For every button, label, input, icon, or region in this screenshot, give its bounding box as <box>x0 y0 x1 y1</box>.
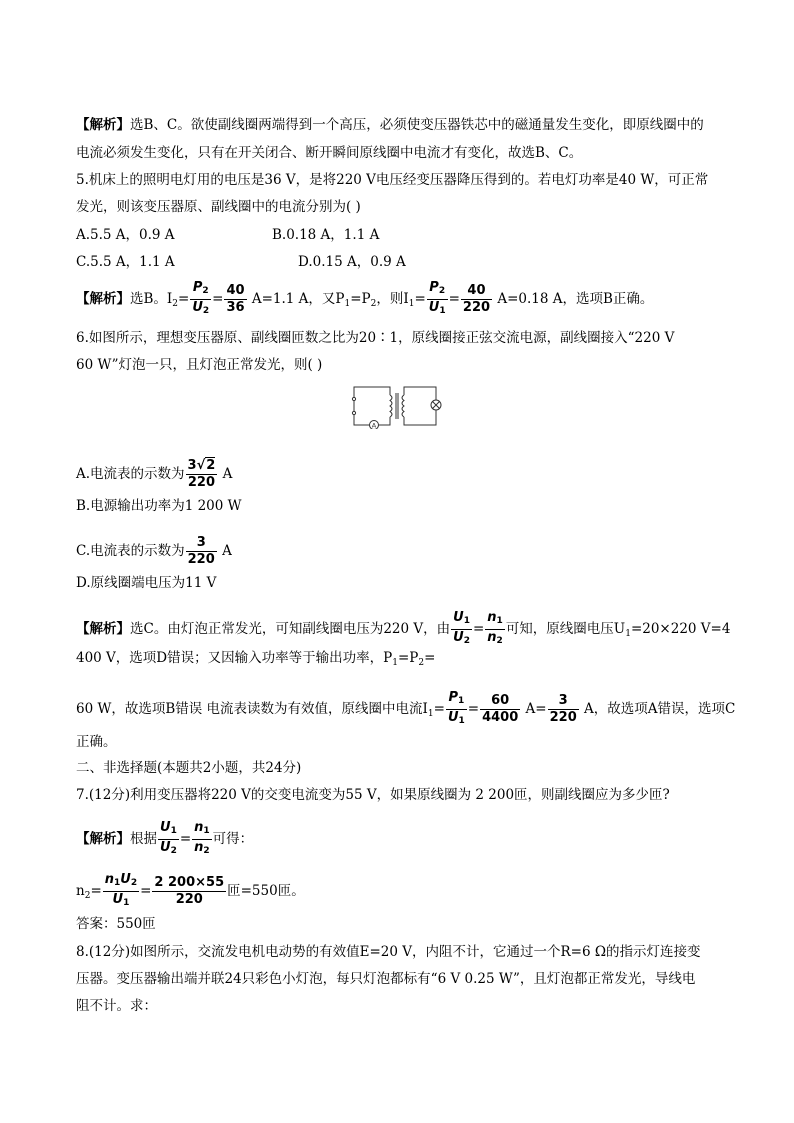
question-8-line1: 8.(12分)如图所示，交流发电机电动势的有效值E=20 V，内阻不计，它通过一个R=6 Ω的指示灯连接变 <box>76 944 701 960</box>
fraction-n1-n2-q7: $\frac{n_1}{n_2}$ <box>194 820 210 856</box>
source-terminal-icon <box>352 397 355 400</box>
solution-q4-line2: 电流必须发生变化，只有在开关闭合、断开瞬间原线圈中电流才有变化，故选B、C。 <box>76 145 583 161</box>
svg-text:A: A <box>371 421 377 429</box>
solution-q6-line1: 【解析】选C。由灯泡正常发光，可知副线圈电压为220 V，由 $\frac{U_1}{U_2}$ = $\frac{n_1}{n_2}$ 可知，原线圈电压$U_1=20\times 220$ V=4 <box>76 610 730 649</box>
solution-q6-line4: 正确。 <box>76 734 117 750</box>
option-6d: D.原线圈端电压为11 V <box>76 575 217 591</box>
question-7: 7.(12分)利用变压器将220 V的交变电流变为55 V，如果原线圈为 2 200匝，则副线圈应为多少匝? <box>76 787 670 803</box>
question-8-line2: 压器。变压器输出端并联24只彩色小灯泡，每只灯泡都标有“6 V 0.25 W”，且灯泡都正常发光，导线电 <box>76 971 696 987</box>
fraction-3-220: $\frac{3}{220}$ <box>187 535 215 567</box>
option-5b: B.0.18 A，1.1 A <box>272 227 380 243</box>
fraction-n1-n2: $\frac{n_1}{n_2}$ <box>487 610 503 646</box>
question-6-line2: 60 W”灯泡一只，且灯泡正常发光，则( ) <box>76 357 323 373</box>
solution-q5: 【解析】选B。$I_2=$ $\frac{P_2}{U_2}$ = $\frac{40}{36}$ A=1.1 A，又$P_1=P_2$，则$I_1=$ $\frac{P_2}{U_1}$ = $\frac{40}{220}$ A=0.18 A，选项B正确。 <box>76 280 653 319</box>
question-5-line2: 发光，则该变压器原、副线圈中的电流分别为( ) <box>76 199 361 215</box>
option-6b: B.电源输出功率为1 200 W <box>76 498 242 514</box>
fraction-3-220-result: $\frac{3}{220}$ <box>549 693 577 725</box>
question-5-line1: 5.机床上的照明电灯用的电压是36 V，是将220 V电压经变压器降压得到的。若电灯功率是40 W，可正常 <box>76 172 709 188</box>
question-6-line1: 6.如图所示，理想变压器原、副线圈匝数之比为20∶1，原线圈接正弦交流电源，副线圈接入“220 V <box>76 330 675 346</box>
transformer-circuit-diagram <box>350 383 444 429</box>
fraction-60-4400: $\frac{60}{4400}$ <box>482 693 519 725</box>
fraction-u1-u2-q7: $\frac{U_1}{U_2}$ <box>160 820 177 856</box>
answer-q7: 答案：550匝 <box>76 916 156 932</box>
section-heading: 二、非选择题(本题共2小题，共24分) <box>76 760 302 776</box>
solution-q7: 【解析】根据 $\frac{U_1}{U_2}$ = $\frac{n_1}{n_2}$ 可得： <box>76 820 253 859</box>
option-5c: C.5.5 A，1.1 A <box>76 254 175 270</box>
fraction-p2-u1: $\frac{P_2}{U_1}$ <box>428 280 446 316</box>
calculation-q7: $n_2=$ $\frac{n_1U_2}{U_1}$ = $\frac{2 200\times 55}{220}$ 匝=550匝。 <box>76 872 305 911</box>
fraction-2200x55-220: $\frac{2 200\times 55}{220}$ <box>154 875 225 907</box>
fraction-n1u2-u1: $\frac{n_1U_2}{U_1}$ <box>104 872 138 908</box>
option-6c: C.电流表的示数为 $\frac{3}{220}$ A <box>76 535 232 567</box>
option-5a: A.5.5 A，0.9 A <box>76 227 175 243</box>
fraction-p1-u1: $\frac{P_1}{U_1}$ <box>447 690 465 726</box>
fraction-40-36: $\frac{40}{36}$ <box>226 283 245 315</box>
solution-q6-line2: 400 V，选项D错误；又因输入功率等于输出功率，$P_1=P_2=$ <box>76 650 436 668</box>
option-5d: D.0.15 A，0.9 A <box>298 254 406 270</box>
question-8-line3: 阻不计。求： <box>76 998 157 1014</box>
fraction-3sqrt2-220: $\frac{3√2}{220}$ <box>187 458 216 490</box>
fraction-u1-u2: $\frac{U_1}{U_2}$ <box>453 610 470 646</box>
option-6a: A.电流表的示数为 $\frac{3√2}{220}$ A <box>76 458 233 490</box>
source-terminal-icon <box>352 411 355 414</box>
fraction-40-220: $\frac{40}{220}$ <box>462 283 491 315</box>
fraction-p2-u2: $\frac{P_2}{U_2}$ <box>192 280 210 316</box>
solution-q6-line3: 60 W，故选项B错误 电流表读数为有效值，原线圈中电流$I_1=$ $\frac{P_1}{U_1}$ = $\frac{60}{4400}$ A= $\frac{3}{220}$ A，故选项A错误，选项C <box>76 690 735 729</box>
solution-q4-line1: 【解析】选B、C。欲使副线圈两端得到一个高压，必须使变压器铁芯中的磁通量发生变化，即原线圈中的 <box>76 117 704 133</box>
